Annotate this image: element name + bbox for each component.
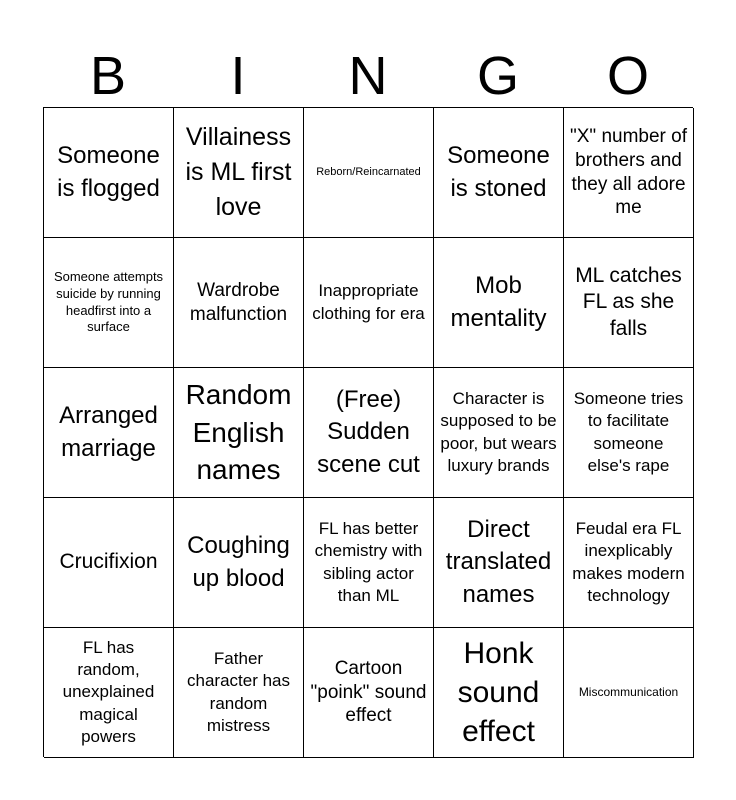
bingo-cell[interactable] xyxy=(434,498,564,628)
header-letter-n: N xyxy=(348,46,388,106)
header-letter-i: I xyxy=(230,46,246,106)
cell-text: Random English names xyxy=(185,378,292,486)
cell-text: Feudal era FL inexplicably makes modern technology xyxy=(572,519,685,605)
header-letter-g: G xyxy=(476,46,519,106)
cell-text: Mob mentality xyxy=(450,272,547,332)
cell-text: Wardrobe malfunction xyxy=(189,279,288,325)
cell-text: Father character has random mistress xyxy=(187,649,290,735)
bingo-cell[interactable] xyxy=(434,238,564,368)
bingo-cell[interactable] xyxy=(174,498,304,628)
cell-text: Cartoon "poink" sound effect xyxy=(310,657,427,727)
bingo-cell[interactable] xyxy=(44,498,174,628)
cell-text: Coughing up blood xyxy=(187,532,290,592)
cell-text: Character is supposed to be poor, but wears luxury brands xyxy=(440,389,557,475)
cell-text: Inappropriate clothing for era xyxy=(312,281,425,323)
bingo-cell[interactable] xyxy=(304,498,434,628)
cell-text: Someone is stoned xyxy=(447,142,550,202)
bingo-cell[interactable] xyxy=(44,108,174,238)
cell-text: (Free) Sudden scene cut xyxy=(317,385,420,478)
bingo-cell[interactable] xyxy=(564,628,694,758)
cell-text: Honk sound effect xyxy=(457,637,540,748)
bingo-cell[interactable] xyxy=(434,628,564,758)
cell-text: Miscommunication xyxy=(578,684,679,699)
bingo-cell[interactable] xyxy=(564,498,694,628)
bingo-cell[interactable] xyxy=(564,238,694,368)
cell-text: FL has random, unexplained magical powers xyxy=(62,638,155,746)
bingo-cell[interactable] xyxy=(304,628,434,758)
cell-text: Arranged marriage xyxy=(59,402,158,462)
cell-text: Someone is flogged xyxy=(57,142,160,202)
cell-text: Someone attempts suicide by running headfirst into a surface xyxy=(53,268,164,335)
bingo-cell[interactable] xyxy=(304,108,434,238)
header-letter-b: B xyxy=(89,46,127,106)
bingo-cell[interactable] xyxy=(44,238,174,368)
bingo-cell[interactable] xyxy=(564,368,694,498)
bingo-cell[interactable] xyxy=(44,628,174,758)
bingo-cell[interactable] xyxy=(564,108,694,238)
bingo-cell[interactable] xyxy=(174,108,304,238)
cell-text: ML catches FL as she falls xyxy=(575,264,682,340)
bingo-cell[interactable] xyxy=(304,238,434,368)
cell-text: Reborn/Reincarnated xyxy=(316,166,421,179)
cell-text: FL has better chemistry with sibling actor than ML xyxy=(314,519,423,605)
bingo-cell[interactable] xyxy=(174,628,304,758)
bingo-card-grid xyxy=(43,107,693,757)
bingo-cell[interactable] xyxy=(174,368,304,498)
cell-text: Someone tries to facilitate someone else's rape xyxy=(573,389,684,475)
cell-text: "X" number of brothers and they all adore me xyxy=(570,126,687,219)
header-letter-o: O xyxy=(606,46,649,106)
bingo-cell[interactable] xyxy=(434,108,564,238)
cell-text: Villainess is ML first love xyxy=(185,123,292,221)
bingo-cell[interactable] xyxy=(174,238,304,368)
bingo-header xyxy=(43,44,693,108)
bingo-cell[interactable] xyxy=(44,368,174,498)
bingo-cell[interactable] xyxy=(434,368,564,498)
cell-text: Crucifixion xyxy=(59,550,158,574)
bingo-cell[interactable] xyxy=(304,368,434,498)
cell-text: Direct translated names xyxy=(445,515,552,608)
